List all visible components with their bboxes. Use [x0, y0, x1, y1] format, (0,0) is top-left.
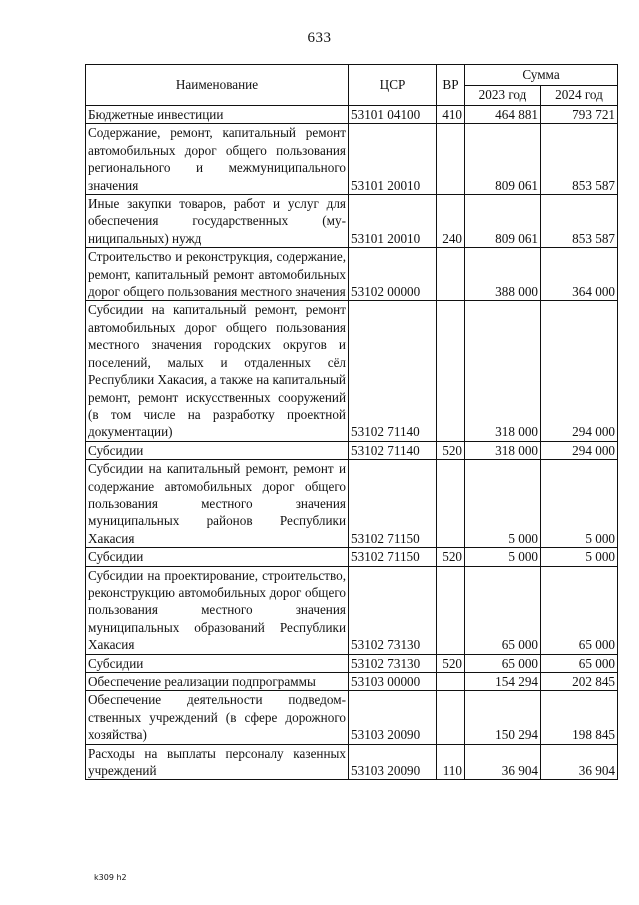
- row-sum-2023: 388 000: [465, 248, 541, 301]
- row-vr: 110: [437, 744, 465, 780]
- row-vr: [437, 248, 465, 301]
- row-name: Субсидии: [86, 441, 349, 459]
- table-row: [86, 441, 618, 459]
- row-sum-2023: 65 000: [465, 566, 541, 654]
- table-row: [86, 691, 618, 744]
- row-sum-2023: 5 000: [465, 460, 541, 548]
- row-csr: 53102 73130: [349, 654, 437, 672]
- row-sum-2024: 294 000: [541, 301, 618, 441]
- row-csr: 53103 20090: [349, 744, 437, 780]
- table-row: [86, 460, 618, 548]
- row-csr: 53102 00000: [349, 248, 437, 301]
- table-row: [86, 301, 618, 441]
- row-csr: 53102 71140: [349, 301, 437, 441]
- row-vr: 520: [437, 548, 465, 566]
- table-row: [86, 744, 618, 780]
- row-name: Содержание, ремонт, капитальный ремонт автомобильных дорог общего пользования регионального и межмуниципального значения: [86, 124, 349, 195]
- row-csr: 53101 20010: [349, 124, 437, 195]
- row-sum-2024: 853 587: [541, 195, 618, 248]
- row-sum-2023: 464 881: [465, 106, 541, 124]
- row-csr: 53102 71150: [349, 548, 437, 566]
- header-year-2023: 2023 год: [465, 85, 541, 106]
- footer-code: k309 h2: [94, 873, 127, 882]
- row-sum-2024: 198 845: [541, 691, 618, 744]
- row-csr: 53103 00000: [349, 673, 437, 691]
- row-name: Субсидии: [86, 654, 349, 672]
- row-name: Субсидии на капитальный ремонт, ремонт автомобильных дорог общего пользования местного значения городских округов и поселений, малых и отдаленных сёл Республики Хакасия, а также на капитальный ремонт, ремонт искусственных сооружений (в том числе на разработку проектной документации): [86, 301, 349, 441]
- row-vr: 240: [437, 195, 465, 248]
- header-year-2024: 2024 год: [541, 85, 618, 106]
- row-vr: [437, 566, 465, 654]
- row-name: Бюджетные инвестиции: [86, 106, 349, 124]
- row-vr: [437, 673, 465, 691]
- table-row: [86, 548, 618, 566]
- row-csr: 53101 04100: [349, 106, 437, 124]
- table-row: [86, 673, 618, 691]
- row-sum-2024: 5 000: [541, 460, 618, 548]
- row-sum-2024: 65 000: [541, 566, 618, 654]
- row-csr: 53101 20010: [349, 195, 437, 248]
- row-sum-2024: 364 000: [541, 248, 618, 301]
- header-name: Наименование: [86, 65, 349, 106]
- row-vr: [437, 124, 465, 195]
- row-sum-2023: 65 000: [465, 654, 541, 672]
- row-csr: 53102 71150: [349, 460, 437, 548]
- row-sum-2023: 5 000: [465, 548, 541, 566]
- row-sum-2023: 154 294: [465, 673, 541, 691]
- budget-table: [85, 64, 618, 780]
- page-number: 633: [307, 30, 332, 46]
- table-row: [86, 566, 618, 654]
- row-name: Строительство и реконструкция, содержание, ремонт, капитальный ремонт автомобильных дорог общего пользования местного значения: [86, 248, 349, 301]
- table-row: [86, 248, 618, 301]
- row-sum-2024: 853 587: [541, 124, 618, 195]
- row-vr: 520: [437, 654, 465, 672]
- row-csr: 53102 71140: [349, 441, 437, 459]
- row-vr: [437, 301, 465, 441]
- row-name: Обеспечение деятельности подведомственных учреждений (в сфере дорожного хозяйства): [86, 691, 349, 744]
- row-sum-2024: 36 904: [541, 744, 618, 780]
- table-header: [86, 65, 618, 106]
- header-vr: ВР: [437, 65, 465, 106]
- row-sum-2024: 5 000: [541, 548, 618, 566]
- table-row: [86, 106, 618, 124]
- table-row: [86, 124, 618, 195]
- row-name: Субсидии на проектирование, строительство, реконструкцию автомобильных дорог общего пользования местного значения муниципальных образований Республики Хакасия: [86, 566, 349, 654]
- header-sum: Сумма: [465, 65, 618, 86]
- row-sum-2023: 809 061: [465, 195, 541, 248]
- row-name: Обеспечение реализации подпрограммы: [86, 673, 349, 691]
- row-sum-2024: 202 845: [541, 673, 618, 691]
- table-body: [86, 106, 618, 780]
- row-sum-2023: 36 904: [465, 744, 541, 780]
- row-sum-2024: 793 721: [541, 106, 618, 124]
- row-csr: 53103 20090: [349, 691, 437, 744]
- row-name: Иные закупки товаров, работ и услуг для обеспечения государственных (муниципальных) нужд: [86, 195, 349, 248]
- row-name: Субсидии на капитальный ремонт, ремонт и содержание автомобильных дорог общего пользования местного значения муниципальных районов Республики Хакасия: [86, 460, 349, 548]
- row-name: Субсидии: [86, 548, 349, 566]
- row-vr: 520: [437, 441, 465, 459]
- table-row: [86, 654, 618, 672]
- row-sum-2024: 294 000: [541, 441, 618, 459]
- row-sum-2024: 65 000: [541, 654, 618, 672]
- row-sum-2023: 318 000: [465, 441, 541, 459]
- header-csr: ЦСР: [349, 65, 437, 106]
- row-vr: [437, 460, 465, 548]
- row-csr: 53102 73130: [349, 566, 437, 654]
- row-name: Расходы на выплаты персоналу казенных учреждений: [86, 744, 349, 780]
- row-vr: [437, 691, 465, 744]
- row-sum-2023: 809 061: [465, 124, 541, 195]
- row-vr: 410: [437, 106, 465, 124]
- table-row: [86, 195, 618, 248]
- row-sum-2023: 150 294: [465, 691, 541, 744]
- row-sum-2023: 318 000: [465, 301, 541, 441]
